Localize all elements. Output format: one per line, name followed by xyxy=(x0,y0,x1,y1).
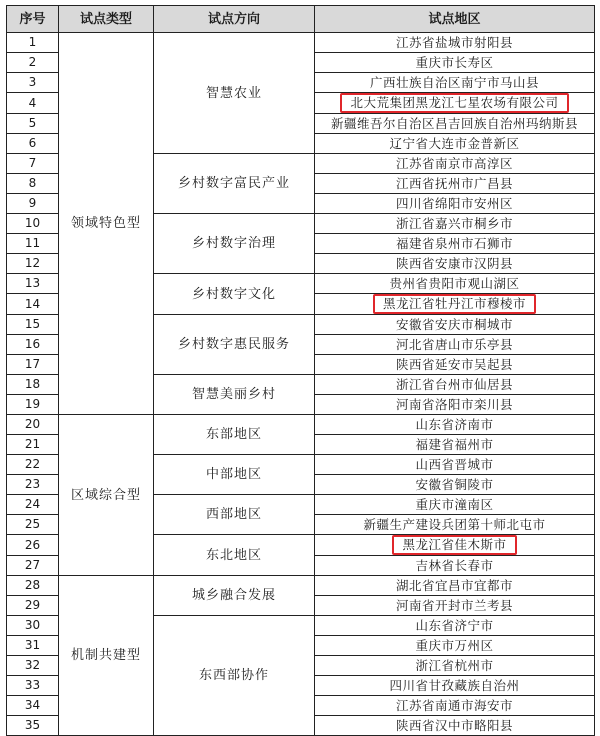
pilot-region-cell: 重庆市万州区 xyxy=(315,636,595,656)
row-number: 2 xyxy=(7,53,59,73)
pilot-region-cell xyxy=(315,294,595,315)
row-number: 30 xyxy=(7,616,59,636)
pilot-region-cell: 河南省开封市兰考县 xyxy=(315,596,595,616)
row-number: 18 xyxy=(7,375,59,395)
pilot-region-cell: 江苏省盐城市射阳县 xyxy=(315,33,595,53)
highlighted-region: 黑龙江省佳木斯市 xyxy=(392,535,516,555)
row-number: 25 xyxy=(7,515,59,535)
row-number: 9 xyxy=(7,194,59,214)
pilot-region-cell: 贵州省贵阳市观山湖区 xyxy=(315,274,595,294)
pilot-direction-cell: 乡村数字治理 xyxy=(154,214,315,274)
row-number: 21 xyxy=(7,435,59,455)
row-number: 19 xyxy=(7,395,59,415)
pilot-region-cell: 福建省泉州市石狮市 xyxy=(315,234,595,254)
row-number: 23 xyxy=(7,475,59,495)
pilot-direction-cell: 乡村数字富民产业 xyxy=(154,154,315,214)
header-direction: 试点方向 xyxy=(154,6,315,33)
pilot-region-cell: 山东省济宁市 xyxy=(315,616,595,636)
row-number: 31 xyxy=(7,636,59,656)
pilot-region-cell: 四川省甘孜藏族自治州 xyxy=(315,676,595,696)
pilot-region-cell: 浙江省嘉兴市桐乡市 xyxy=(315,214,595,234)
row-number: 8 xyxy=(7,174,59,194)
row-number: 6 xyxy=(7,134,59,154)
row-number: 5 xyxy=(7,114,59,134)
header-no: 序号 xyxy=(7,6,59,33)
row-number: 16 xyxy=(7,335,59,355)
pilot-direction-cell: 乡村数字惠民服务 xyxy=(154,315,315,375)
pilot-direction-cell: 城乡融合发展 xyxy=(154,576,315,616)
row-number: 28 xyxy=(7,576,59,596)
pilot-direction-cell: 乡村数字文化 xyxy=(154,274,315,315)
pilot-region-cell: 山东省济南市 xyxy=(315,415,595,435)
row-number: 26 xyxy=(7,535,59,556)
pilot-region-cell: 江苏省南通市海安市 xyxy=(315,696,595,716)
highlighted-region: 黑龙江省牡丹江市穆棱市 xyxy=(373,294,536,314)
pilot-type-cell: 领域特色型 xyxy=(59,33,154,415)
row-number: 4 xyxy=(7,93,59,114)
pilot-region-cell xyxy=(315,535,595,556)
row-number: 7 xyxy=(7,154,59,174)
row-number: 33 xyxy=(7,676,59,696)
row-number: 27 xyxy=(7,556,59,576)
row-number: 22 xyxy=(7,455,59,475)
pilot-region-cell: 安徽省安庆市桐城市 xyxy=(315,315,595,335)
table-row xyxy=(7,415,595,435)
pilot-region-cell: 新疆维吾尔自治区昌吉回族自治州玛纳斯县 xyxy=(315,114,595,134)
pilot-region-cell: 浙江省台州市仙居县 xyxy=(315,375,595,395)
row-number: 12 xyxy=(7,254,59,274)
row-number: 29 xyxy=(7,596,59,616)
pilot-direction-cell: 智慧美丽乡村 xyxy=(154,375,315,415)
row-number: 14 xyxy=(7,294,59,315)
pilot-direction-cell: 智慧农业 xyxy=(154,33,315,154)
row-number: 34 xyxy=(7,696,59,716)
row-number: 10 xyxy=(7,214,59,234)
pilot-direction-cell: 东部地区 xyxy=(154,415,315,455)
pilot-region-cell: 江西省抚州市广昌县 xyxy=(315,174,595,194)
row-number: 3 xyxy=(7,73,59,93)
pilot-type-cell: 机制共建型 xyxy=(59,576,154,736)
row-number: 11 xyxy=(7,234,59,254)
pilot-direction-cell: 西部地区 xyxy=(154,495,315,535)
row-number: 15 xyxy=(7,315,59,335)
pilot-type-cell: 区域综合型 xyxy=(59,415,154,576)
header-type: 试点类型 xyxy=(59,6,154,33)
pilot-region-cell: 辽宁省大连市金普新区 xyxy=(315,134,595,154)
pilot-region-cell: 吉林省长春市 xyxy=(315,556,595,576)
row-number: 1 xyxy=(7,33,59,53)
pilot-region-cell: 安徽省铜陵市 xyxy=(315,475,595,495)
pilot-region-cell: 河北省唐山市乐亭县 xyxy=(315,335,595,355)
row-number: 17 xyxy=(7,355,59,375)
row-number: 24 xyxy=(7,495,59,515)
pilot-region-cell: 陕西省安康市汉阴县 xyxy=(315,254,595,274)
table-row xyxy=(7,576,595,596)
header-region: 试点地区 xyxy=(315,6,595,33)
row-number: 35 xyxy=(7,716,59,736)
row-number: 13 xyxy=(7,274,59,294)
pilot-region-cell: 山西省晋城市 xyxy=(315,455,595,475)
pilot-region-cell: 江苏省南京市高淳区 xyxy=(315,154,595,174)
pilot-table xyxy=(6,5,595,736)
pilot-region-cell: 重庆市长寿区 xyxy=(315,53,595,73)
pilot-direction-cell: 中部地区 xyxy=(154,455,315,495)
pilot-direction-cell: 东北地区 xyxy=(154,535,315,576)
row-number: 20 xyxy=(7,415,59,435)
row-number: 32 xyxy=(7,656,59,676)
header-row xyxy=(7,6,595,33)
pilot-direction-cell: 东西部协作 xyxy=(154,616,315,736)
pilot-region-cell: 浙江省杭州市 xyxy=(315,656,595,676)
table-row xyxy=(7,33,595,53)
pilot-region-cell: 湖北省宜昌市宜都市 xyxy=(315,576,595,596)
highlighted-region: 北大荒集团黑龙江七星农场有限公司 xyxy=(340,93,568,113)
pilot-region-cell: 广西壮族自治区南宁市马山县 xyxy=(315,73,595,93)
pilot-region-cell: 陕西省延安市吴起县 xyxy=(315,355,595,375)
pilot-region-cell: 陕西省汉中市略阳县 xyxy=(315,716,595,736)
pilot-region-cell: 福建省福州市 xyxy=(315,435,595,455)
pilot-region-cell: 新疆生产建设兵团第十师北屯市 xyxy=(315,515,595,535)
pilot-region-cell: 河南省洛阳市栾川县 xyxy=(315,395,595,415)
pilot-region-cell xyxy=(315,93,595,114)
pilot-region-cell: 四川省绵阳市安州区 xyxy=(315,194,595,214)
pilot-region-cell: 重庆市潼南区 xyxy=(315,495,595,515)
